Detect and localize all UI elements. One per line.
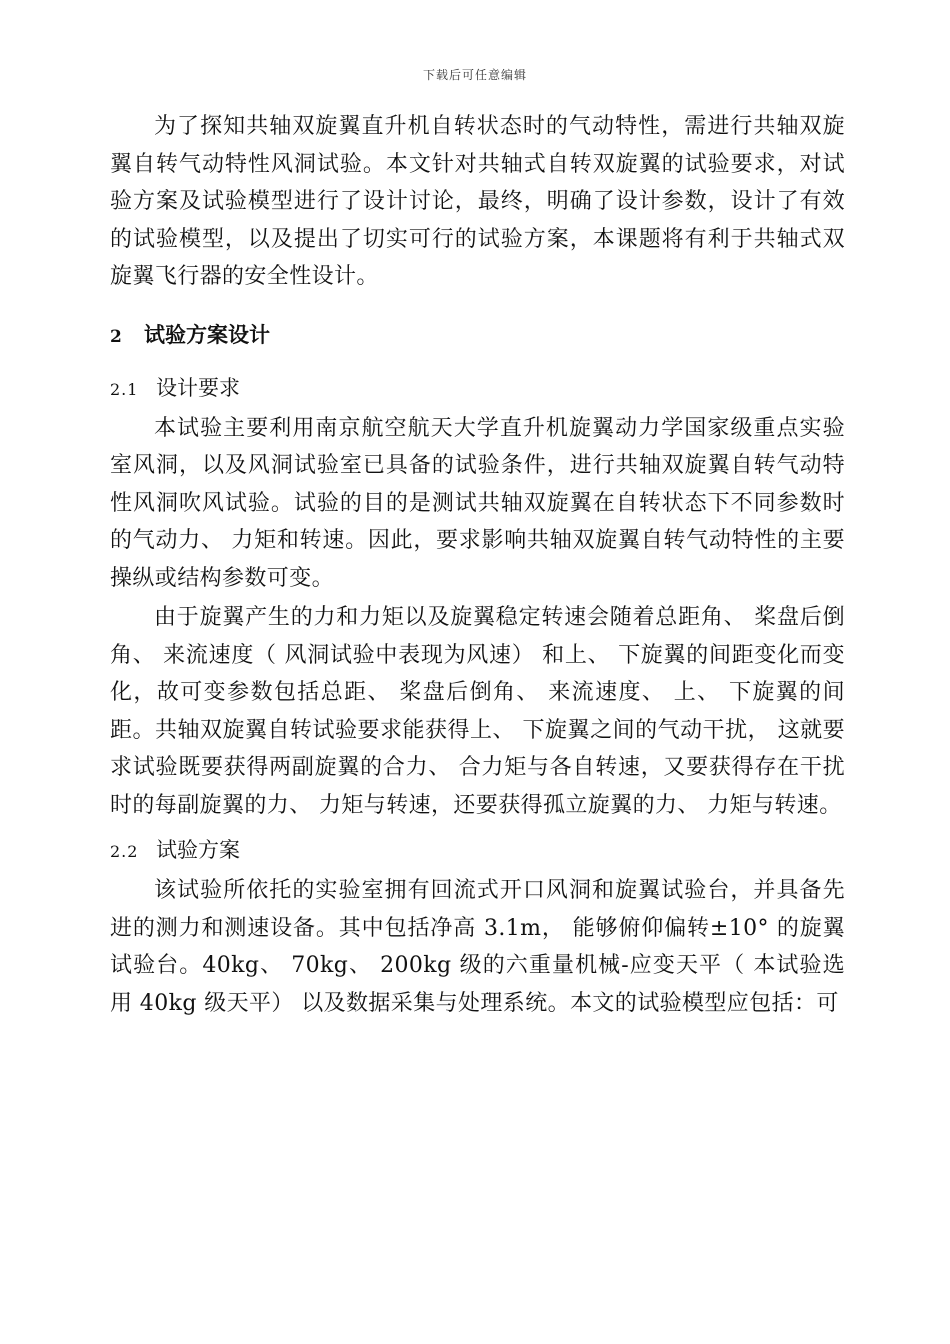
body-paragraph: 由于旋翼产生的力和力矩以及旋翼稳定转速会随着总距角、 桨盘后倒角、 来流速度（ 风洞试验中表现为风速） 和上、 下旋翼的间距变化而变化，故可变参数包括总距、 桨盘后倒角、 来流速度、 上、 下旋翼的间距。共轴双旋翼自转试验要求能获得上、 下旋翼之间的气动干扰， 这就要求试验既要获得两副旋翼的合力、 合力矩与各自转速，又要获得存在干扰时的每副旋翼的力、 力矩与转速，还要获得孤立旋翼的力、 力矩与转速。 — [110, 605, 845, 818]
section-number: 2 — [110, 326, 122, 347]
subsection-heading — [110, 368, 845, 410]
body-paragraph: 本试验主要利用南京航空航天大学直升机旋翼动力学国家级重点实验室风洞，以及风洞试验室已具备的试验条件，进行共轴双旋翼自转气动特性风洞吹风试验。试验的目的是测试共轴双旋翼在自转状态下不同参数时的气动力、 力矩和转速。因此，要求影响共轴双旋翼自转气动特性的主要操纵或结构参数可变。 — [110, 415, 845, 591]
document-body — [110, 108, 845, 1022]
section-heading — [110, 318, 845, 354]
body-paragraph: 该试验所依托的实验室拥有回流式开口风洞和旋翼试验台，并具备先进的测力和测速设备。其中包括净高 3.1m， 能够俯仰偏转±10° 的旋翼试验台。40kg、 70kg、 200kg 级的六重量机械-应变天平（ 本试验选用 40kg 级天平） 以及数据采集与处理系统。本文的试验模型应包括：可 — [110, 878, 845, 1016]
subsection-title: 设计要求 — [156, 375, 240, 400]
intro-paragraph: 为了探知共轴双旋翼直升机自转状态时的气动特性，需进行共轴双旋翼自转气动特性风洞试验。本文针对共轴式自转双旋翼的试验要求，对试验方案及试验模型进行了设计讨论，最终，明确了设计参数，设计了有效的试验模型，以及提出了切实可行的试验方案，本课题将有利于共轴式双旋翼飞行器的安全性设计。 — [110, 114, 845, 289]
page-header-note: 下载后可任意编辑 — [422, 68, 527, 82]
subsection-number: 2.2 — [110, 842, 139, 861]
subsection-title: 试验方案 — [156, 838, 240, 862]
section-title: 试验方案设计 — [144, 321, 270, 347]
subsection-number: 2.1 — [110, 379, 139, 399]
subsection-heading — [110, 830, 845, 872]
